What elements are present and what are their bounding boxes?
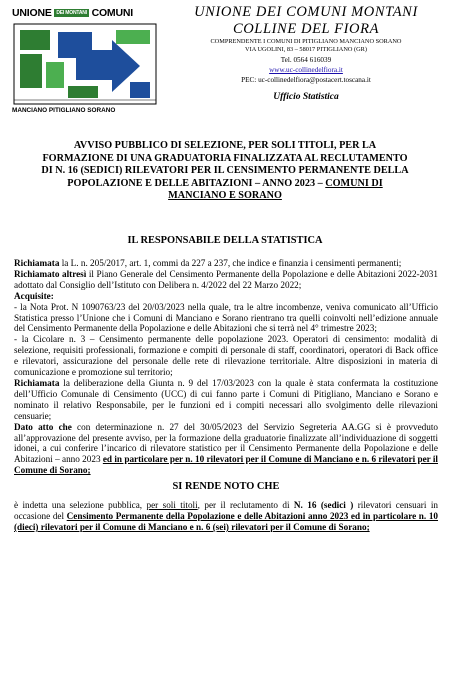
- org-website-link[interactable]: www.uc-collinedelfiora.it: [269, 65, 343, 74]
- logo-text-right: COMUNI: [91, 7, 133, 19]
- paragraph-acquisite: [14, 291, 438, 302]
- org-address: VIA UGOLINI, 83 – 58017 PITIGLIANO (GR): [245, 46, 367, 54]
- organization-header: [170, 4, 442, 105]
- title-line-3: DI N. 16 (SEDICI) RILEVATORI PER IL CENSIMENTO PERMANENTE DELLA: [41, 165, 409, 177]
- paragraph-text: il Piano Generale del Censimento Permanente della Popolazione e delle Abitazioni 2022-2031 adottato dal Consiglio dell’Istituto con Delibera n. 4/2022 del 22 Marzo 2022;: [14, 268, 438, 290]
- org-members: COMPRENDENTE I COMUNI DI PITIGLIANO MANCIANO SORANO: [210, 38, 402, 45]
- paragraph-selezione: [14, 500, 438, 533]
- notice-title: [12, 140, 438, 203]
- paragraph-circolare: - la Cicolare n. 3 – Censimento permanente delle popolazione 2023. Operatori di censimento: modalità di selezione, requisiti professionali, formazione e compiti di personale di staff, coordinatori, operatori di Back office e rilevatori, assicurazione del personale delle rete di rilevazione territoriale. Altre disposizioni in materia di comunicazione e promozione sul territorio;: [14, 334, 438, 378]
- office-name: Ufficio Statistica: [273, 91, 339, 102]
- paragraph-dato-atto: [14, 422, 438, 477]
- notice-heading: SI RENDE NOTO CHE: [172, 481, 280, 493]
- paragraph-text: rilevatori censuari in occasione del: [14, 500, 438, 522]
- paragraph-emphasis: Censimento Permanente della Popolazione e delle Abitazioni anno 2023 ed in particolare n. 10 (dieci) rilevatori per il Comune di Manciano e n. 6 (sei) rilevatori per il Comune di Sorano;: [14, 511, 439, 532]
- org-pec-email[interactable]: PEC: uc-collinedelfiora@postacert.toscana.it: [241, 75, 371, 84]
- paragraph-emphasis: per soli titoli: [146, 500, 198, 511]
- paragraph-emphasis: ed in particolare per n. 10 rilevatori per il Comune di Manciano e n. 6 rilevatori per il Comune di Sorano;: [14, 454, 438, 476]
- section-heading: IL RESPONSABILE DELLA STATISTICA: [127, 235, 323, 246]
- paragraph-richiamata-delibera: [14, 378, 438, 422]
- paragraph-text: è indetta una selezione pubblica,: [14, 500, 147, 511]
- paragraph-lead: Richiamato altresì: [14, 268, 87, 279]
- paragraph-text: la L. n. 205/2017, art. 1, commi da 227 a 237, che indice e finanzia i censimenti permanenti;: [59, 258, 402, 268]
- paragraph-text: la deliberazione della Giunta n. 9 del 17/03/2023 con la quale è stata confermata la costituzione dell’Ufficio Comunale di Censimento (UCC) di cui fanno parte i Comuni di Pitigliano, Manciano e Sorano e nominato il relativo Responsabile, per le funzioni ed i compiti necessari allo svolgimento delle rilevazioni censuarie;: [14, 377, 438, 421]
- paragraph-lead: Dato atto che: [14, 421, 72, 432]
- title-line-4: [12, 178, 438, 191]
- paragraph-text: con determinazione n. 27 del 30/05/2023 del Servizio Segreteria AA.GG si è provveduto all’approvazione del presente avviso, per la formazione della graduatorie finalizzate all’individuazione di soggetti idonei, a cui conferire l’incarico di rilevatore statistico per il Censimento Permanente della Popolazione e delle Abitazioni – anno 2023: [14, 421, 438, 465]
- title-line-4b: COMUNI DI: [325, 177, 383, 189]
- paragraph-nota-prot: - la Nota Prot. N 1090763/23 del 20/03/2023 nella quale, tra le altre incombenze, veniva comunicato all’Ufficio Statistica presso l’Unione che i Comuni di Manciano e Sorano rientrano tra quelli coinvolti nell’edizione annuale del Censimento Permanente della Popolazione e delle Abitazioni che si terrà nel 4° trimestre 2023;: [14, 301, 438, 334]
- org-telephone: Tel. 0564 616039: [280, 55, 332, 64]
- paragraph-text: :: [50, 290, 54, 301]
- logo-text-mid: DEI MONTANI: [56, 10, 87, 17]
- paragraph-lead: Acquisite: [14, 290, 51, 301]
- logo-emblem-icon: [12, 22, 158, 106]
- paragraph-emphasis: N. 16 (sedici ): [293, 500, 354, 511]
- document-body: [14, 258, 438, 533]
- logo-subtitle: MANCIANO PITIGLIANO SORANO: [12, 107, 116, 114]
- paragraph-text: , per il reclutamento di: [197, 500, 294, 511]
- logo-text-left: UNIONE: [12, 7, 52, 19]
- org-name-line2: COLLINE DEL FIORA: [232, 21, 380, 37]
- title-line-4a: POPOLAZIONE E DELLE ABITAZIONI – ANNO 2023 –: [67, 177, 326, 189]
- paragraph-lead: Richiamata: [14, 377, 60, 388]
- union-logo: [12, 6, 158, 118]
- paragraph-richiamato-altresi: [14, 269, 438, 291]
- title-line-5: MANCIANO E SORANO: [168, 190, 282, 202]
- title-line-1: AVVISO PUBBLICO DI SELEZIONE, PER SOLI TITOLI, PER LA: [73, 140, 377, 151]
- paragraph-richiamata: [14, 258, 438, 269]
- org-name-line1: UNIONE DEI COMUNI MONTANI: [194, 4, 418, 20]
- title-line-2: FORMAZIONE DI UNA GRADUATORIA FINALIZZATA AL RECLUTAMENTO: [42, 152, 408, 164]
- logo-title: [12, 6, 158, 20]
- paragraph-lead: Richiamata: [14, 258, 60, 268]
